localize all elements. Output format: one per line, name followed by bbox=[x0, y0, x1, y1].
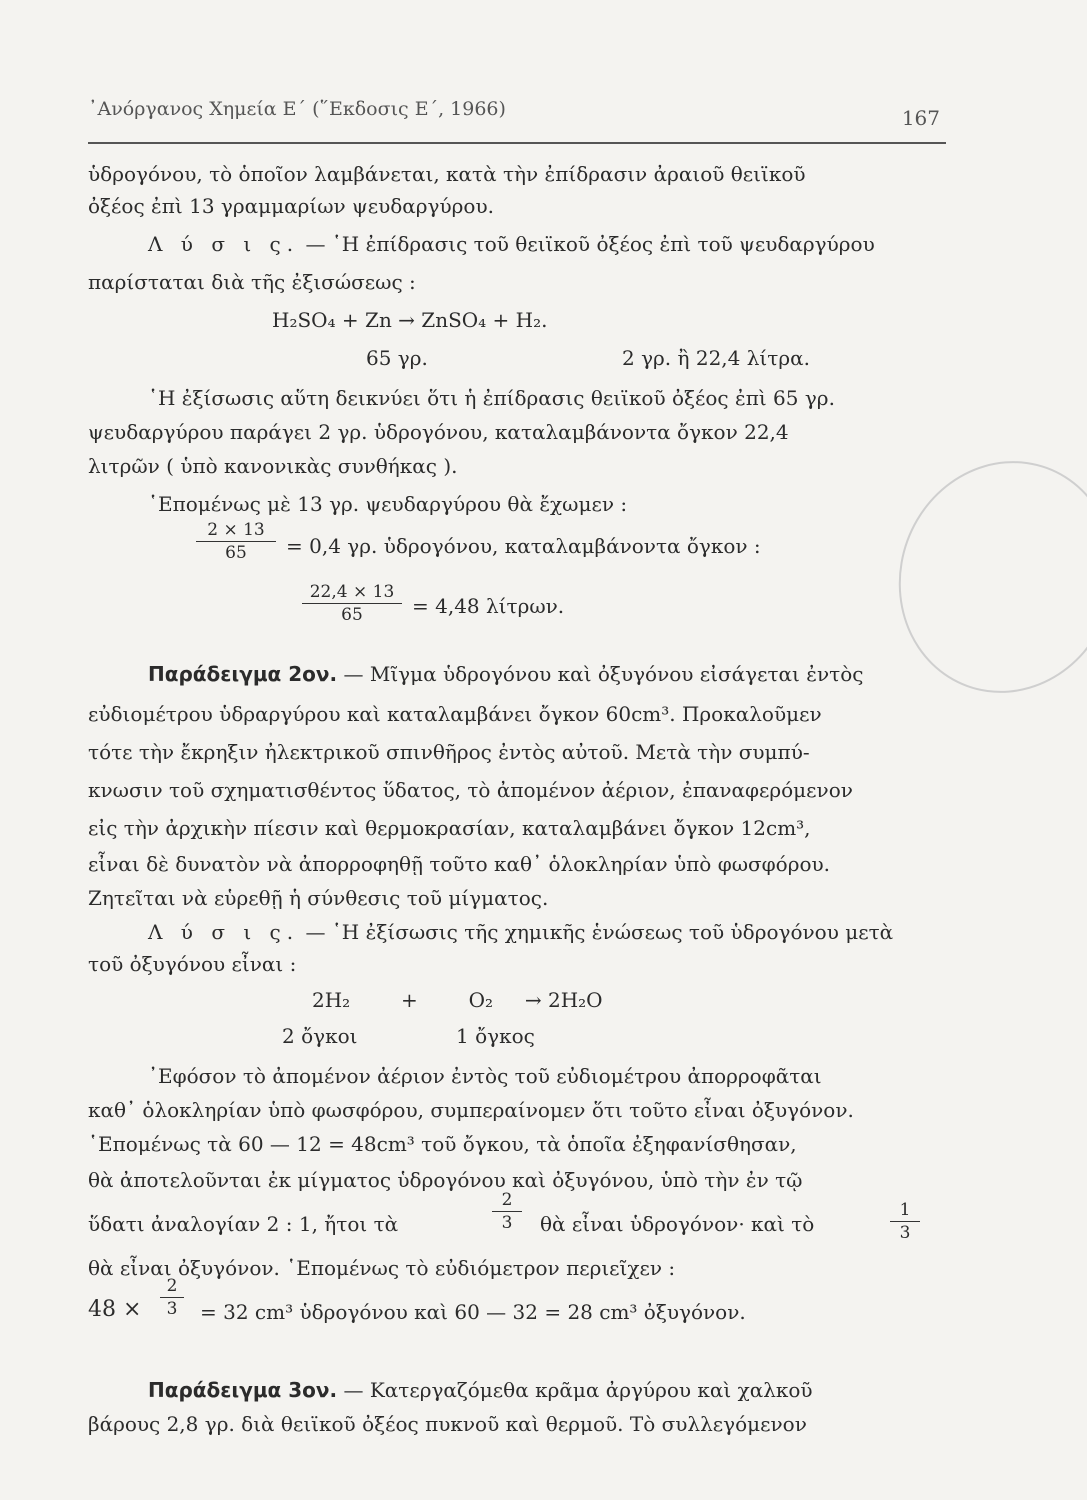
text-line: Ζητεῖται νὰ εὑρεθῇ ἡ σύνθεσις τοῦ μίγματος. bbox=[88, 886, 549, 910]
text-line: βάρους 2,8 γρ. διὰ θειϊκοῦ ὀξέος πυκνοῦ καὶ θερμοῦ. Τὸ συλλεγόμενον bbox=[88, 1412, 807, 1436]
solution-label: Λ ύ σ ι ς. bbox=[148, 920, 300, 944]
solution-label: Λ ύ σ ι ς. bbox=[148, 232, 300, 256]
equation-note: 1 ὄγκος bbox=[456, 1024, 535, 1048]
text-line: κνωσιν τοῦ σχηματισθέντος ὕδατος, τὸ ἀπομένον ἀέριον, ἐπαναφερόμενον bbox=[88, 778, 853, 802]
text-span: — ῾Η ἐξίσωσις τῆς χημικῆς ἑνώσεως τοῦ ὑδρογόνου μετὰ bbox=[299, 920, 894, 944]
text-line: ψευδαργύρου παράγει 2 γρ. ὑδρογόνου, καταλαμβάνοντα ὄγκον 22,4 bbox=[88, 420, 789, 444]
fraction-numerator: 2 bbox=[166, 1276, 178, 1296]
text-line: θὰ εἶναι ὀξυγόνον. ῾Επομένως τὸ εὐδιόμετρον περιεῖχεν : bbox=[88, 1256, 676, 1280]
equation-note: 2 γρ. ἢ 22,4 λίτρα. bbox=[622, 346, 810, 370]
text-span: — ῾Η ἐπίδρασις τοῦ θειϊκοῦ ὀξέος ἐπὶ τοῦ ψευδαργύρου bbox=[299, 232, 875, 256]
text-line: παρίσταται διὰ τῆς ἐξισώσεως : bbox=[88, 270, 416, 294]
fraction-denominator: 3 bbox=[166, 1299, 178, 1319]
fraction-numerator: 22,4 × 13 bbox=[309, 582, 395, 602]
text-line bbox=[148, 660, 1008, 688]
fraction-denominator: 65 bbox=[341, 605, 363, 625]
fraction-bar bbox=[890, 1221, 920, 1222]
text-line: ὀξέος ἐπὶ 13 γραμμαρίων ψευδαργύρου. bbox=[88, 194, 494, 218]
text-line: εὐδιομέτρου ὑδραργύρου καὶ καταλαμβάνει ὄγκον 60cm³. Προκαλοῦμεν bbox=[88, 702, 822, 726]
page-number: 167 bbox=[901, 106, 940, 130]
text-line: τοῦ ὀξυγόνου εἶναι : bbox=[88, 952, 297, 976]
running-header bbox=[88, 92, 948, 130]
text-line: ῾Επομένως μὲ 13 γρ. ψευδαργύρου θὰ ἔχωμεν : bbox=[148, 492, 628, 516]
text-line: εἰς τὴν ἀρχικὴν πίεσιν καὶ θερμοκρασίαν, καταλαμβάνει ὄγκον 12cm³, bbox=[88, 816, 811, 840]
fraction bbox=[890, 1200, 920, 1243]
text-span: = 4,48 λίτρων. bbox=[412, 594, 565, 618]
fraction-numerator: 1 bbox=[899, 1200, 911, 1220]
text-line: τότε τὴν ἔκρηξιν ἠλεκτρικοῦ σπινθῆρος ἐντὸς αὐτοῦ. Μετὰ τὴν συμπύ- bbox=[88, 740, 810, 764]
text-line: λιτρῶν ( ὑπὸ κανονικὰς συνθήκας ). bbox=[88, 454, 458, 478]
running-title: ᾿Ανόργανος Χημεία Ε΄ (῞Εκδοσις Ε΄, 1966) bbox=[88, 98, 506, 120]
text-span: θὰ εἶναι ὑδρογόνον· καὶ τὸ bbox=[540, 1212, 815, 1236]
fraction-numerator: 2 × 13 bbox=[207, 520, 265, 540]
fraction-denominator: 65 bbox=[225, 543, 247, 563]
text-line: εἶναι δὲ δυνατὸν νὰ ἀπορροφηθῇ τοῦτο καθ᾿ ὁλοκληρίαν ὑπὸ φωσφόρου. bbox=[88, 852, 831, 876]
text-span: = 32 cm³ ὑδρογόνου καὶ 60 — 32 = 28 cm³ ὀξυγόνον. bbox=[200, 1300, 746, 1324]
fraction-numerator: 2 bbox=[501, 1190, 513, 1210]
text-line bbox=[148, 1376, 1008, 1404]
fraction-bar bbox=[302, 603, 402, 604]
example-heading: Παράδειγμα 3ον. bbox=[148, 1378, 338, 1402]
fraction bbox=[492, 1190, 522, 1233]
text-line: ῾Η ἐξίσωσις αὕτη δεικνύει ὅτι ἡ ἐπίδρασις θειϊκοῦ ὀξέος ἐπὶ 65 γρ. bbox=[148, 386, 835, 410]
text-span: — Μῖγμα ὑδρογόνου καὶ ὀξυγόνου εἰσάγεται ἐντὸς bbox=[337, 662, 864, 686]
fraction bbox=[302, 582, 402, 625]
header-rule bbox=[88, 142, 946, 144]
fraction-bar bbox=[160, 1297, 184, 1298]
text-line: θὰ ἀποτελοῦνται ἐκ μίγματος ὑδρογόνου καὶ ὀξυγόνου, ὑπὸ τὴν ἐν τῷ bbox=[88, 1168, 803, 1192]
fraction-bar bbox=[196, 541, 276, 542]
fraction-denominator: 3 bbox=[899, 1223, 911, 1243]
equation: H₂SO₄ + Zn → ZnSO₄ + H₂. bbox=[272, 308, 548, 332]
text-span: — Κατεργαζόμεθα κρᾶμα ἀργύρου καὶ χαλκοῦ bbox=[337, 1378, 813, 1402]
text-span: = 0,4 γρ. ὑδρογόνου, καταλαμβάνοντα ὄγκον : bbox=[286, 534, 761, 558]
text-line: ὑδρογόνου, τὸ ὁποῖον λαμβάνεται, κατὰ τὴν ἐπίδρασιν ἀραιοῦ θειϊκοῦ bbox=[88, 162, 806, 186]
text-span: ὕδατι ἀναλογίαν 2 : 1, ἤτοι τὰ bbox=[88, 1212, 399, 1236]
fraction bbox=[160, 1276, 184, 1319]
text-line: ῾Επομένως τὰ 60 — 12 = 48cm³ τοῦ ὄγκου, τὰ ὁποῖα ἐξηφανίσθησαν, bbox=[88, 1132, 797, 1156]
text-line: καθ᾿ ὁλοκληρίαν ὑπὸ φωσφόρου, συμπεραίνομεν ὅτι τοῦτο εἶναι ὀξυγόνον. bbox=[88, 1098, 854, 1122]
text-line bbox=[148, 918, 1008, 946]
equation: 2H₂ + O₂ → 2H₂O bbox=[312, 988, 603, 1012]
fraction bbox=[196, 520, 276, 563]
fraction-denominator: 3 bbox=[501, 1213, 513, 1233]
equation-note: 65 γρ. bbox=[366, 346, 428, 370]
text-line: ᾿Εφόσον τὸ ἀπομένον ἀέριον ἐντὸς τοῦ εὐδιομέτρου ἀπορροφᾶται bbox=[148, 1064, 822, 1088]
text-line bbox=[148, 230, 1008, 258]
equation-note: 2 ὄγκοι bbox=[282, 1024, 358, 1048]
example-heading: Παράδειγμα 2ον. bbox=[148, 662, 338, 686]
text-span: 48 × bbox=[88, 1297, 142, 1322]
fraction-bar bbox=[492, 1211, 522, 1212]
